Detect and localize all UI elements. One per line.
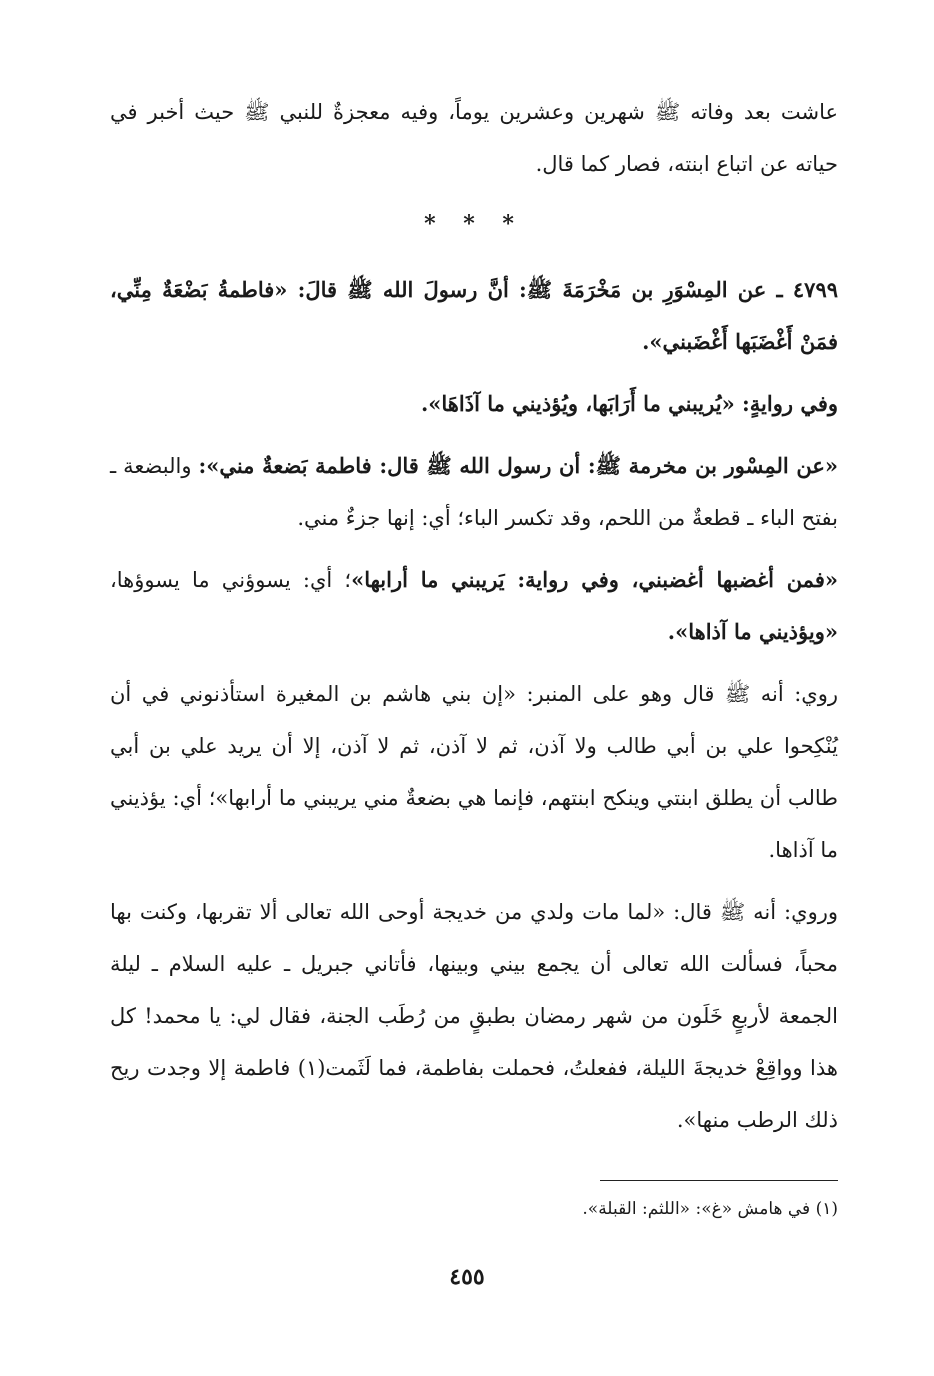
intro-line-1: عاشت بعد وفاته ﷺ شهرين وعشرين يوماً، وفيه معجزةٌ للنبي ﷺ حيث أخبر في (110, 100, 838, 124)
page-number: ٤٥٥ (449, 1264, 485, 1290)
section-separator: * * * (424, 211, 524, 237)
hadith-paragraph (110, 264, 838, 368)
footnote: (١) في هامش «غ»: «اللثم: القبلة». (582, 1199, 838, 1219)
commentary-2-quote-1: «فمن أغضبها أغضبني، وفي رواية: يَريبني ما أرابها» (351, 567, 838, 592)
commentary-paragraph-1 (110, 440, 838, 544)
hadith-number-and-chain: ٤٧٩٩ ـ عن المِسْوَرِ بن مَخْرَمَةَ ﷺ: أنَّ رسولَ الله ﷺ قالَ: «فاطمةُ (217, 277, 839, 302)
variant-intro: وفي روايةٍ: (734, 391, 838, 416)
commentary-paragraph-2 (110, 554, 838, 658)
commentary-2-quote-2: «ويؤذيني ما آذاها». (667, 619, 838, 644)
commentary-1-quote: «عن المِسْور بن مخرمة ﷺ: أن رسول الله ﷺ قال: فاطمة بَضعةٌ مني»: (198, 453, 838, 478)
commentary-paragraph-4: وروي: أنه ﷺ قال: «لما مات ولدي من خديجة أوحى الله تعالى ألا تقربها، وكنت بها محباً، فسألت الله تعالى أن يجمع بيني وبينها، فأتاني جبريل ـ عليه السلام ـ ليلة الجمعة لأربعٍ خَلَون من شهر رمضان بطبقٍ من رُطَب الجنة، فقال لي: يا محمد! كل هذا وواقِعْ خديجةَ الليلة، ففعلتُ، فحملت بفاطمة، فما لَثَمت(١) فاطمة إلا وجدت ريح ذلك الرطب منها». (110, 900, 838, 1132)
hadith-variant (110, 378, 838, 430)
intro-line-2: حياته عن اتباع ابنته، فصار كما قال. (535, 152, 838, 176)
page-body (110, 86, 838, 1146)
commentary-paragraph-3: روي: أنه ﷺ قال وهو على المنبر: «إن بني هاشم بن المغيرة استأذنوني في أن يُنْكِحوا علي بن أبي طالب ولا آذن، ثم لا آذن، ثم لا آذن، إلا أن يريد علي بن أبي طالب أن يطلق ابنتي وينكح ابنتهم، فإنما هي بضعةٌ مني يريبني ما أرابها»؛ أي: يؤذيني ما آذاها. (110, 682, 838, 862)
commentary-2-text: ؛ أي: يسوؤني ما يسوؤها، (110, 568, 352, 592)
hadith-body: بَضْعَةٌ مِنِّي، فمَنْ أَغْضَبَها أَغْضَبني». (110, 277, 838, 354)
commentary-1-text: والبضعة ـ بفتح الباء ـ قطعةٌ من اللحم، وقد تكسر الباء؛ أي: إنها جزءٌ مني. (110, 454, 838, 530)
footnote-divider (600, 1180, 838, 1181)
variant-text: «يُريبني ما أَرَابَها، ويُؤذيني ما آذَاهَا». (420, 391, 735, 416)
intro-paragraph (110, 86, 838, 190)
